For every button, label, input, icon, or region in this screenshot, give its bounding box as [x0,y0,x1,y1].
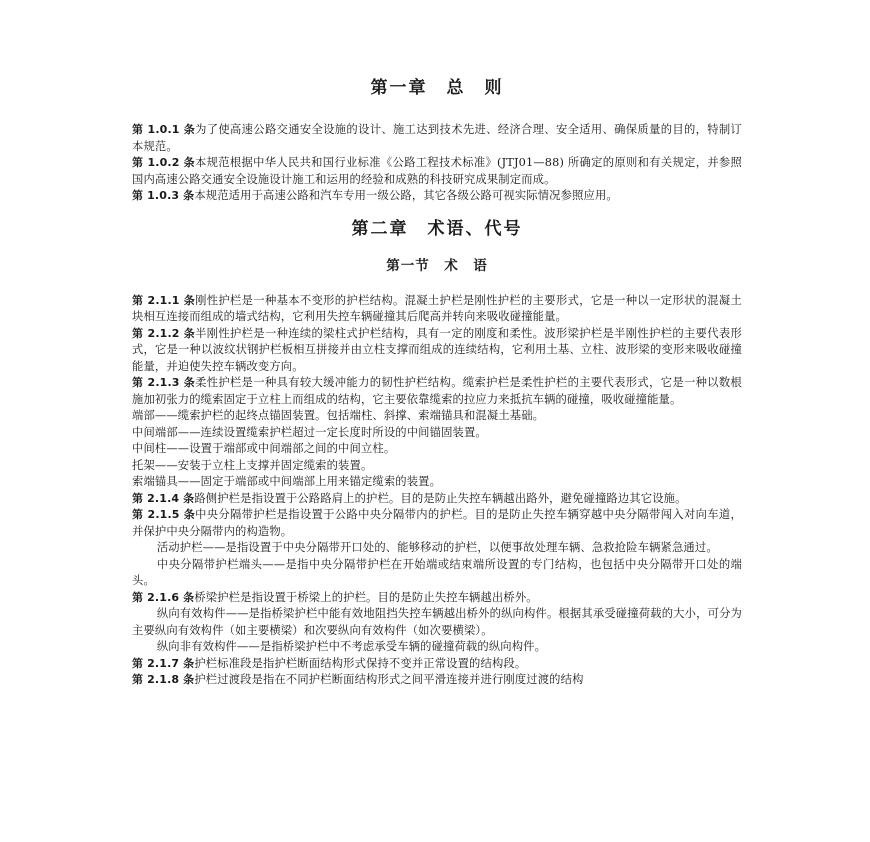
article-number: 第 2.1.5 条 [132,508,196,521]
article-number: 第 2.1.2 条 [132,326,196,340]
paragraph-text: 中央分隔带护栏端头——是指中央分隔带护栏在开始端或结束端所设置的专门结构，也包括中央分隔带开口处的端头。 [132,557,742,587]
paragraph-text: 刚性护栏是一种基本不变形的护栏结构。混凝土护栏是刚性护栏的主要形式，它是一种以一定形状的混凝土块相互连接而组成的墙式结构，它利用失控车辆碰撞其后爬高并转向来吸收碰撞能量。 [132,293,743,323]
section-1-title: 第一节 术 语 [386,257,488,274]
article-number: 第 1.0.1 条 [132,123,196,136]
article-number: 第 2.1.7 条 [132,656,195,670]
paragraph-text: 纵向有效构件——是指桥梁护栏中能有效地阻挡失控车辆越出桥外的纵向构件。根据其承受碰撞荷载的大小，可分为主要纵向有效构件（如主要横梁）和次要纵向有效构件（如次要横梁）。 [132,607,742,637]
paragraph-text: 柔性护栏是一种具有较大缓冲能力的韧性护栏结构。缆索护栏是柔性护栏的主要代表形式，它是一种以数根施加初张力的缆索固定于立柱上而组成的结构，它主要依靠缆索的拉应力来抵抗车辆的碰撞，吸收碰撞能量。 [132,376,743,406]
paragraph-text: 桥梁护栏是指设置于桥梁上的护栏。目的是防止失控车辆越出桥外。 [194,590,538,604]
definition-paragraph [132,606,742,639]
paragraph-text: 中间柱——设置于端部或中间端部之间的中间立柱。 [132,442,396,455]
article-number: 第 2.1.4 条 [132,491,195,505]
article-number: 第 2.1.3 条 [132,376,196,389]
article-paragraph [132,293,742,326]
article-number: 第 2.1.8 条 [132,673,195,686]
chapter-2-title: 第二章 术语、代号 [351,218,523,239]
article-number: 第 1.0.3 条 [132,189,195,202]
article-number: 第 2.1.6 条 [132,590,195,604]
article-number: 第 1.0.2 条 [132,156,196,169]
article-text: 本规范适用于高速公路和汽车专用一级公路，其它各级公路可视实际情况参照应用。 [194,189,618,202]
definition-paragraph [132,458,742,475]
article-1-0-3 [132,188,742,205]
paragraph-text: 护栏标准段是指护栏断面结构形式保持不变并正常设置的结构段。 [194,656,527,670]
paragraph-text: 端部——缆索护栏的起终点锚固装置。包括端柱、斜撑、索端锚具和混凝土基础。 [132,409,545,422]
article-paragraph [132,375,742,408]
article-paragraph [132,656,742,673]
chapter-2-body [132,293,742,689]
paragraph-text: 中央分隔带护栏是指设置于公路中央分隔带内的护栏。目的是防止失控车辆穿越中央分隔带闯入对向车道，并保护中央分隔带内的构造物。 [132,508,743,538]
definition-paragraph [132,441,742,458]
paragraph-text: 索端锚具——固定于端部或中间端部上用来锚定缆索的装置。 [132,475,442,488]
paragraph-text: 纵向非有效构件——是指桥梁护栏中不考虑承受车辆的碰撞荷载的纵向构件。 [156,640,547,653]
article-number: 第 2.1.1 条 [132,293,196,307]
article-paragraph [132,491,742,508]
definition-paragraph [132,474,742,491]
article-paragraph [132,672,742,689]
paragraph-text: 半刚性护栏是一种连续的梁柱式护栏结构，具有一定的刚度和柔性。波形梁护栏是半刚性护栏的主要代表形式，它是一种以波纹状钢护栏板相互拼接并由立柱支撑而组成的连续结构，它利用土基、立柱、波形梁的变形来吸收碰撞能量，并迫使失控车辆改变方向。 [132,326,743,373]
paragraph-text: 活动护栏——是指设置于中央分隔带开口处的、能够移动的护栏，以便事故处理车辆、急救抢险车辆紧急通过。 [156,541,718,554]
article-1-0-2 [132,155,742,188]
article-text: 为了使高速公路交通安全设施的设计、施工达到技术先进、经济合理、安全适用、确保质量的目的，特制订本规范。 [132,123,743,153]
definition-paragraph [132,540,742,557]
chapter-1-body [132,122,742,205]
paragraph-text: 中间端部——连续设置缆索护栏超过一定长度时所设的中间锚固装置。 [132,425,487,439]
paragraph-text: 护栏过渡段是指在不同护栏断面结构形式之间平滑连接并进行刚度过渡的结构 [194,673,584,686]
definition-paragraph [132,639,742,656]
article-paragraph [132,590,742,607]
definition-paragraph [132,408,742,425]
paragraph-text: 托架——安装于立柱上支撑并固定缆索的装置。 [132,458,373,472]
definition-paragraph [132,425,742,442]
article-text: 本规范根据中华人民共和国行业标准《公路工程技术标准》(JTJ01—88) 所确定的原则和有关规定，并参照国内高速公路交通安全设施设计施工和运用的经验和成熟的科技研究成果制定而成。 [132,156,742,186]
paragraph-text: 路侧护栏是指设置于公路路肩上的护栏。目的是防止失控车辆越出路外，避免碰撞路边其它设施。 [194,491,687,505]
page-content [132,78,742,689]
definition-paragraph [132,557,742,590]
article-paragraph [132,326,742,376]
article-1-0-1 [132,122,742,155]
article-paragraph [132,507,742,540]
chapter-1-title: 第一章 总 则 [370,78,504,98]
